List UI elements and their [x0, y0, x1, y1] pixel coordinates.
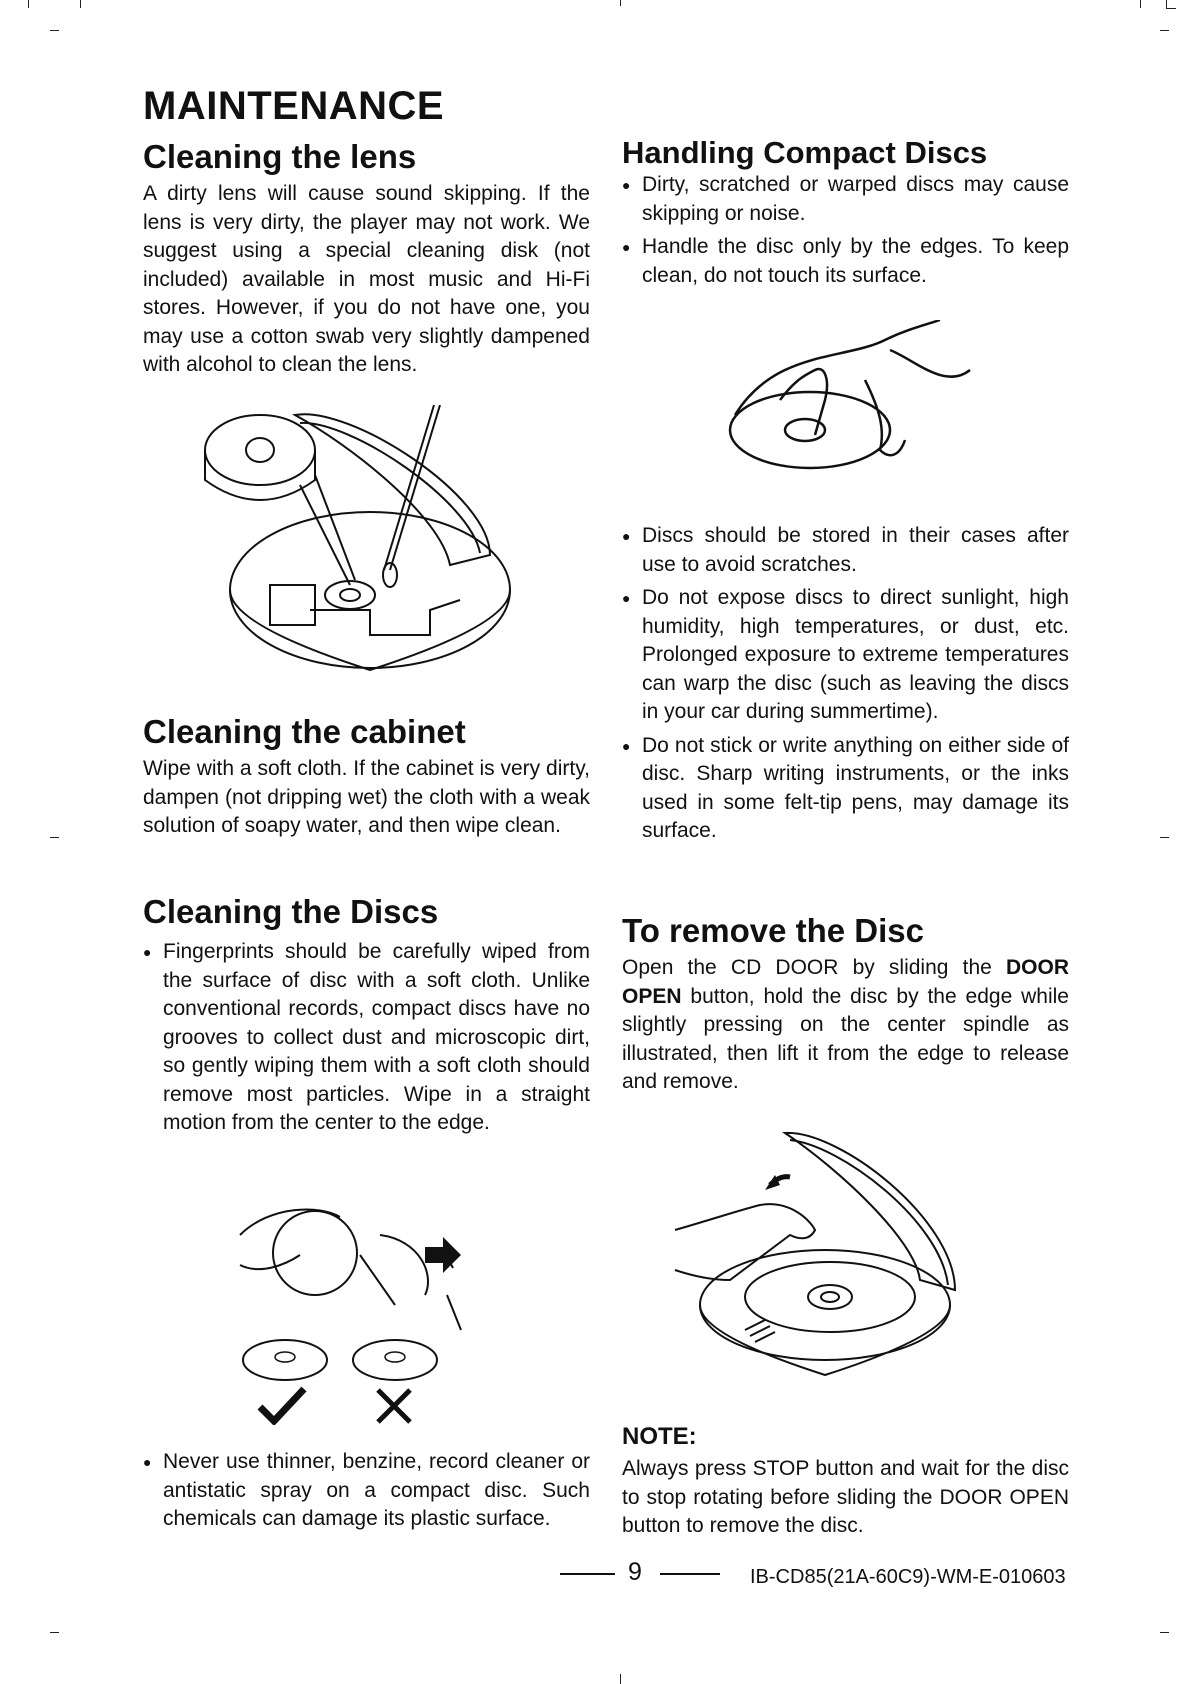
list-item: ● Dirty, scratched or warped discs may cause skipping or noise.	[622, 171, 1069, 228]
remove-text-post: button, hold the disc by the edge while slightly pressing on the center spindle as illustrated, then lift it from the edge to release and remove.	[622, 984, 1069, 1093]
list-item: ● Do not stick or write anything on either side of disc. Sharp writing instruments, or the inks used in some felt-tip pens, may damage its surface.	[622, 732, 1069, 846]
crop-mark	[50, 837, 59, 838]
handling-bullets	[622, 171, 1069, 295]
crop-mark	[50, 30, 59, 31]
crop-mark	[620, 1674, 621, 1684]
disc-removal-illustration	[670, 1130, 970, 1380]
lens-heading: Cleaning the lens	[143, 138, 417, 175]
door-label: DOOR	[1006, 956, 1069, 979]
crop-mark	[1140, 0, 1141, 8]
remove-heading: To remove the Disc	[622, 912, 924, 949]
list-item: ● Fingerprints should be carefully wiped from the surface of disc with a soft cloth. Unlike conventional records, compact discs have no grooves to collect dust and microscopic dirt, so gently wiping them with a soft cloth should remove most particles. Wipe in a straight motion from the center to the edge.	[143, 938, 590, 1138]
handling-heading: Handling Compact Discs	[622, 135, 988, 170]
cabinet-text: Wipe with a soft cloth. If the cabinet is very dirty, dampen (not dripping wet) the cloth with a weak solution of soapy water, and then wipe clean.	[143, 757, 590, 837]
remove-text-pre: Open the CD DOOR by sliding the	[622, 956, 1006, 979]
note-text: Always press STOP button and wait for the disc to stop rotating before sliding the DOOR OPEN button to remove the disc.	[622, 1457, 1069, 1537]
open-label: OPEN	[622, 984, 682, 1008]
page-number: 9	[628, 1558, 642, 1586]
disc-wiping-illustration	[230, 1195, 470, 1425]
lens-cleaning-illustration	[200, 405, 530, 685]
crop-mark	[1160, 30, 1169, 31]
list-item: ● Do not expose discs to direct sunlight, high humidity, high temperatures, or dust, etc. Prolonged exposure to extreme temperatures can warp the disc (such as leaving the discs in your car during summertime).	[622, 584, 1069, 727]
list-item: ● Handle the disc only by the edges. To keep clean, do not touch its surface.	[622, 233, 1069, 290]
cabinet-heading: Cleaning the cabinet	[143, 713, 466, 750]
remove-text	[622, 954, 1069, 1097]
lens-text: A dirty lens will cause sound skipping. If the lens is very dirty, the player may not work. We suggest using a special cleaning disk (not included) available in most music and Hi-Fi stores. However, if you do not have one, you may use a cotton swab very slightly dampened with alcohol to clean the lens.	[143, 182, 590, 376]
crop-mark	[1166, 8, 1176, 9]
crop-mark	[80, 0, 81, 8]
footer-rule-left	[560, 1573, 615, 1575]
discs-bullets-2	[143, 1448, 590, 1539]
list-item: ● Never use thinner, benzine, record cleaner or antistatic spray on a compact disc. Such chemicals can damage its plastic surface.	[143, 1448, 590, 1534]
crop-mark	[1160, 837, 1169, 838]
list-item: ● Discs should be stored in their cases after use to avoid scratches.	[622, 522, 1069, 579]
page-title: MAINTENANCE	[143, 84, 445, 128]
handling-bullets-2	[622, 522, 1069, 851]
discs-bullets	[143, 938, 590, 1143]
discs-heading: Cleaning the Discs	[143, 893, 439, 930]
document-id: IB-CD85(21A-60C9)-WM-E-010603	[750, 1566, 1066, 1588]
disc-handling-illustration	[715, 320, 975, 480]
crop-mark	[1160, 1632, 1169, 1633]
crop-mark	[1166, 0, 1167, 8]
crop-mark	[620, 0, 621, 6]
footer-rule-right	[660, 1573, 720, 1575]
note-heading: NOTE:	[622, 1423, 697, 1450]
crop-mark	[28, 0, 29, 8]
crop-mark	[50, 1632, 59, 1633]
